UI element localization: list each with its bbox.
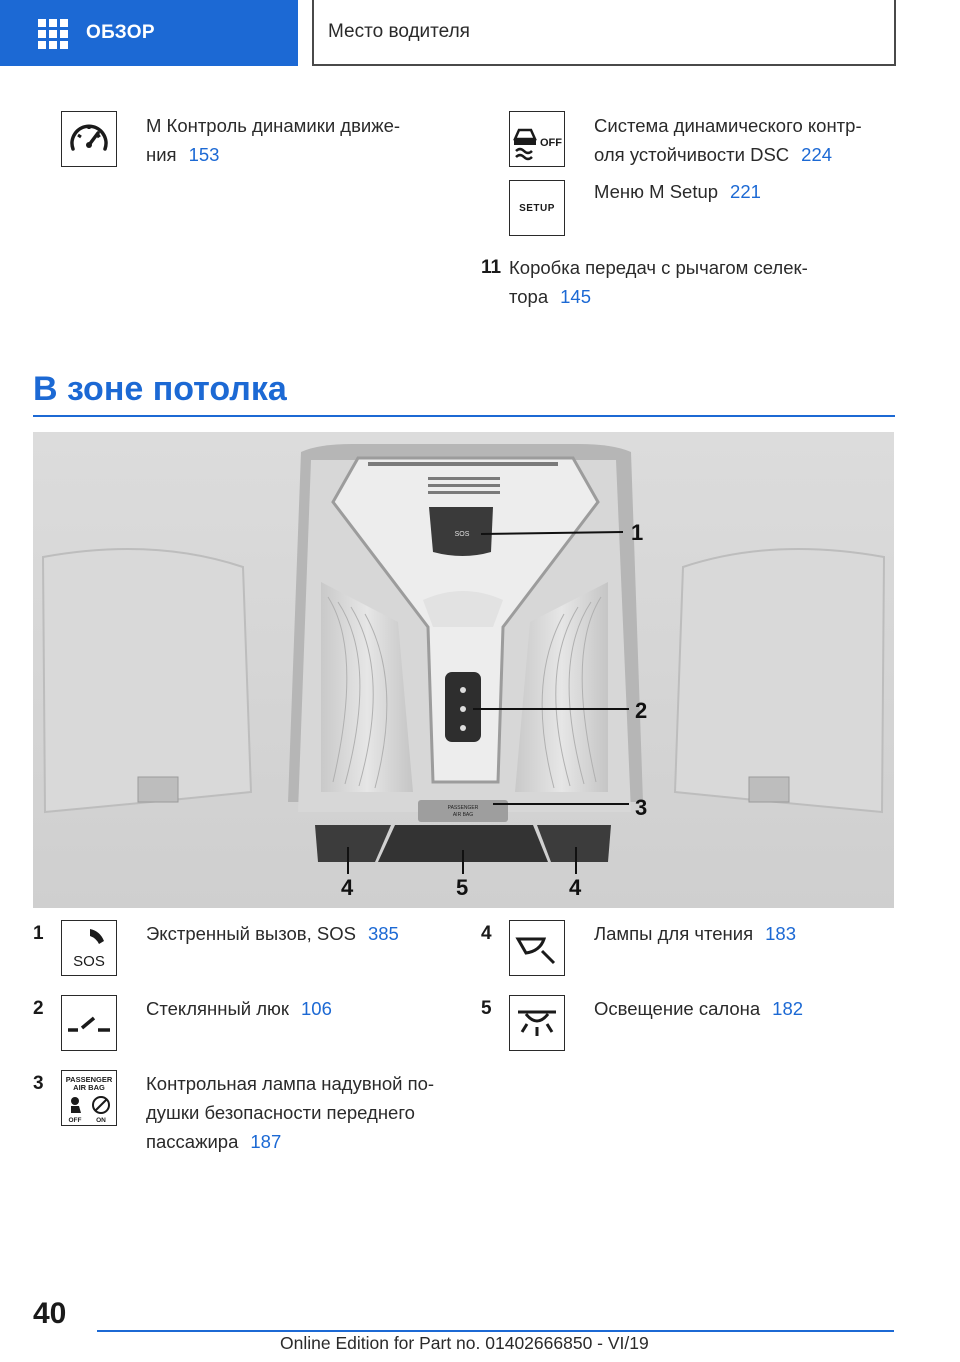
svg-text:PASSENGER: PASSENGER (65, 1075, 113, 1084)
dsc-text: Система динамического контр- оля устойчивости DSC 224 (594, 115, 862, 165)
page-ref-link[interactable]: 145 (560, 286, 592, 307)
reading-lamp-icon (509, 920, 565, 976)
dsc-off-icon (509, 111, 565, 167)
chapter-title: Место водителя (312, 0, 896, 66)
page-ref-link[interactable]: 221 (730, 181, 761, 202)
sos-text: Экстренный вызов, SOS 385 (146, 923, 399, 944)
svg-text:ON: ON (96, 1117, 106, 1124)
page-ref-link[interactable]: 182 (772, 998, 804, 1019)
callout-3: 3 (635, 795, 648, 820)
reading-lamp-text: Лампы для чтения 183 (594, 923, 796, 944)
ceiling-console-photo (33, 432, 894, 908)
item-number: 1 (33, 923, 44, 944)
item-number: 4 (481, 923, 492, 944)
svg-text:SOS: SOS (73, 953, 105, 970)
page-ref-link[interactable]: 153 (188, 144, 220, 165)
callout-4-right: 4 (569, 875, 582, 900)
interior-light-icon (509, 995, 565, 1051)
glass-sunroof-icon (61, 995, 117, 1051)
svg-text:AIR BAG: AIR BAG (73, 1083, 105, 1092)
svg-text:PASSENGER: PASSENGER (447, 805, 479, 811)
svg-text:SOS: SOS (454, 531, 470, 538)
dsc-off-icon-text: OFF (540, 137, 562, 149)
item-number: 2 (33, 998, 44, 1019)
callout-1: 1 (631, 520, 644, 545)
page-ref-link[interactable]: 187 (250, 1131, 282, 1152)
edition-footer: Online Edition for Part no. 01402666850 - VI/19 (280, 1333, 649, 1353)
gearbox-text: Коробка передач с рычагом селек- тора 145 (509, 257, 808, 307)
callout-2: 2 (635, 698, 648, 723)
section-title: В зоне потолка (33, 370, 287, 408)
m-setup-text: Меню M Setup 221 (594, 181, 761, 202)
overview-tab[interactable] (0, 0, 298, 66)
passenger-airbag-indicator-icon (61, 1070, 117, 1126)
section-divider (33, 415, 895, 417)
sunroof-text: Стеклянный люк 106 (146, 998, 332, 1019)
interior-light-text: Освещение салона 182 (594, 998, 804, 1019)
callout-4-left: 4 (341, 875, 354, 900)
item-number: 11 (481, 257, 502, 278)
svg-text:OFF: OFF (68, 1117, 82, 1124)
page-ref-link[interactable]: 224 (801, 144, 833, 165)
callout-5: 5 (456, 875, 469, 900)
footer-divider (97, 1330, 894, 1332)
item-number: 3 (33, 1073, 44, 1094)
svg-text:AIR BAG: AIR BAG (452, 812, 474, 818)
page-ref-link[interactable]: 183 (765, 923, 796, 944)
item-number: 5 (481, 998, 492, 1019)
overview-tab-label: ОБЗОР (86, 22, 155, 43)
m-dynamic-mode-icon (61, 111, 117, 167)
setup-icon: SETUP (509, 180, 565, 236)
sos-call-icon (61, 920, 117, 976)
m-dynamic-text: M Контроль динамики движе- ния 153 (146, 115, 401, 165)
page-number: 40 (33, 1297, 67, 1330)
page-ref-link[interactable]: 385 (367, 923, 399, 944)
airbag-text: Контрольная лампа надувной по- душки безопасности переднего пассажира 187 (146, 1073, 435, 1152)
grid-menu-icon (38, 19, 68, 47)
page-ref-link[interactable]: 106 (301, 998, 332, 1019)
